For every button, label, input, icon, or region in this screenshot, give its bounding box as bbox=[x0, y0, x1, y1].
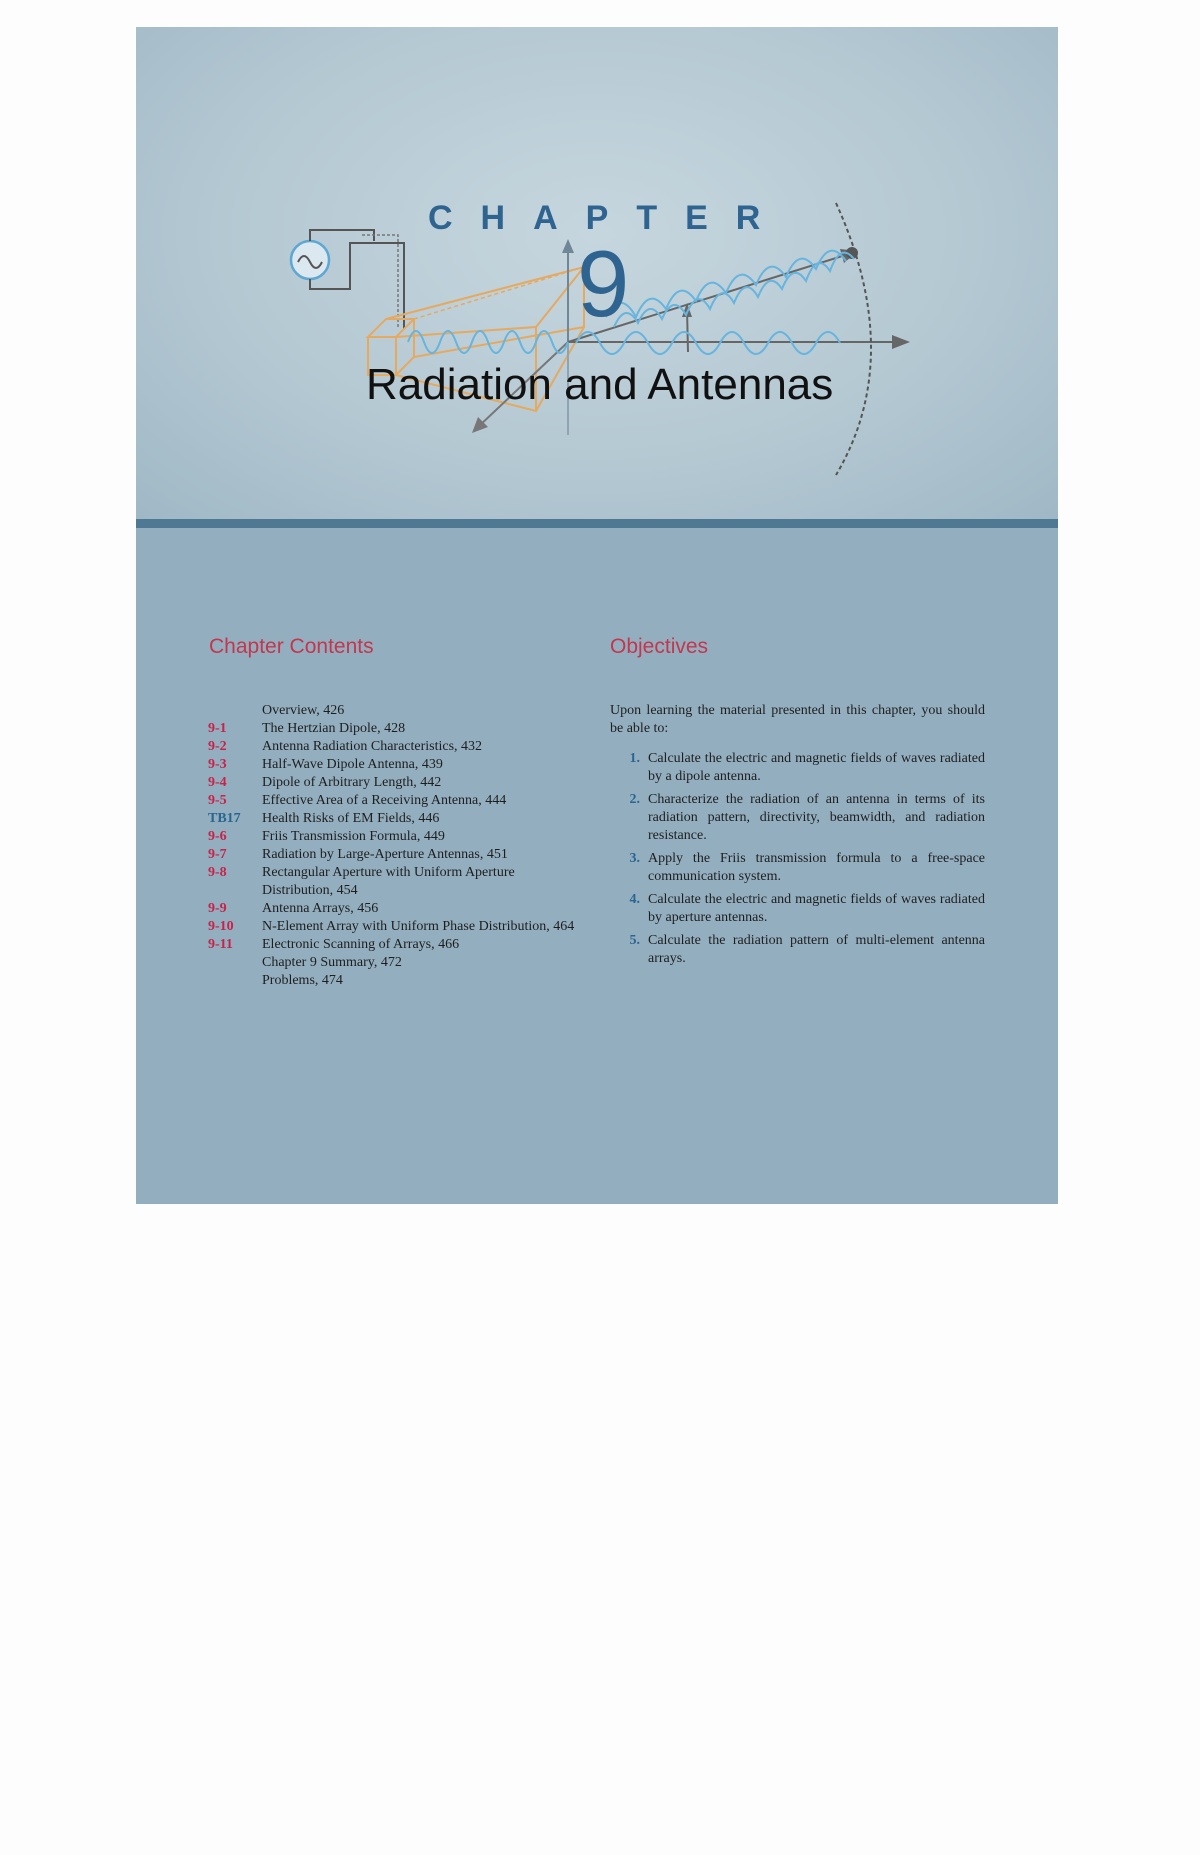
toc-text: Overview, 426 bbox=[262, 703, 345, 718]
toc-text: Electronic Scanning of Arrays, 466 bbox=[262, 937, 460, 952]
toc-text: Antenna Arrays, 456 bbox=[262, 901, 379, 916]
toc-item[interactable] bbox=[208, 972, 648, 990]
toc-text: Health Risks of EM Fields, 446 bbox=[262, 811, 440, 826]
toc-number: 9-6 bbox=[208, 829, 227, 844]
toc-number: 9-3 bbox=[208, 757, 227, 772]
chapter-title: Radiation and Antennas bbox=[366, 360, 834, 409]
objective-text: Apply the Friis transmission formula to a free-space communication system. bbox=[648, 851, 985, 884]
toc-text: Effective Area of a Receiving Antenna, 444 bbox=[262, 793, 507, 808]
toc-item[interactable] bbox=[208, 792, 648, 810]
objective-number: 1. bbox=[629, 751, 640, 766]
chapter-label: CHAPTER bbox=[428, 199, 789, 237]
toc-item[interactable] bbox=[208, 936, 648, 954]
toc-number: 9-1 bbox=[208, 721, 227, 736]
toc-item[interactable] bbox=[208, 954, 648, 972]
toc-number: 9-9 bbox=[208, 901, 227, 916]
chapter-contents-list bbox=[208, 702, 648, 990]
chapter-number: 9 bbox=[577, 231, 630, 336]
chapter-header bbox=[136, 27, 1058, 519]
objective-number: 4. bbox=[629, 892, 640, 907]
objective-text: Calculate the electric and magnetic fields of waves radiated by aperture antennas. bbox=[648, 892, 985, 925]
objective-text: Calculate the radiation pattern of multi-element antenna arrays. bbox=[648, 933, 985, 966]
toc-number bbox=[208, 954, 262, 972]
toc-item[interactable] bbox=[208, 918, 648, 936]
toc-item[interactable] bbox=[208, 756, 648, 774]
toc-item[interactable] bbox=[208, 864, 648, 900]
objective-item bbox=[610, 750, 985, 786]
toc-number: 9-2 bbox=[208, 739, 227, 754]
objectives-list bbox=[610, 702, 985, 973]
toc-text: The Hertzian Dipole, 428 bbox=[262, 721, 406, 736]
objective-item bbox=[610, 850, 985, 886]
objective-item bbox=[610, 932, 985, 968]
chapter-opener-page bbox=[136, 27, 1058, 1204]
toc-item[interactable] bbox=[208, 846, 648, 864]
objective-number: 2. bbox=[629, 792, 640, 807]
toc-item[interactable] bbox=[208, 774, 648, 792]
toc-text: Chapter 9 Summary, 472 bbox=[262, 955, 402, 970]
toc-text: Dipole of Arbitrary Length, 442 bbox=[262, 775, 442, 790]
toc-number: TB17 bbox=[208, 811, 241, 826]
toc-number: 9-11 bbox=[208, 937, 233, 952]
toc-item[interactable] bbox=[208, 900, 648, 918]
objective-number: 3. bbox=[629, 851, 640, 866]
header-divider-bar bbox=[136, 519, 1058, 528]
toc-item[interactable] bbox=[208, 810, 648, 828]
toc-text: Problems, 474 bbox=[262, 973, 343, 988]
objective-item bbox=[610, 791, 985, 845]
toc-text: Radiation by Large-Aperture Antennas, 451 bbox=[262, 847, 508, 862]
toc-text: Friis Transmission Formula, 449 bbox=[262, 829, 445, 844]
toc-text: Half-Wave Dipole Antenna, 439 bbox=[262, 757, 443, 772]
toc-number: 9-7 bbox=[208, 847, 227, 862]
contents-heading: Chapter Contents bbox=[209, 635, 374, 658]
toc-number: 9-4 bbox=[208, 775, 227, 790]
toc-item[interactable] bbox=[208, 720, 648, 738]
toc-item[interactable] bbox=[208, 702, 648, 720]
objective-item bbox=[610, 891, 985, 927]
toc-text: Antenna Radiation Characteristics, 432 bbox=[262, 739, 483, 754]
objective-number: 5. bbox=[629, 933, 640, 948]
toc-item[interactable] bbox=[208, 738, 648, 756]
objectives-intro: Upon learning the material presented in this chapter, you should be able to: bbox=[610, 703, 985, 736]
toc-number bbox=[208, 702, 262, 720]
objective-text: Characterize the radiation of an antenna in terms of its radiation pattern, directivity, beamwidth, and radiation resistance. bbox=[648, 792, 985, 843]
toc-text: N-Element Array with Uniform Phase Distribution, 464 bbox=[262, 919, 575, 934]
objective-text: Calculate the electric and magnetic fields of waves radiated by a dipole antenna. bbox=[648, 751, 985, 784]
toc-number bbox=[208, 972, 262, 990]
toc-number: 9-5 bbox=[208, 793, 227, 808]
toc-number: 9-8 bbox=[208, 865, 227, 880]
objectives-heading: Objectives bbox=[610, 635, 709, 658]
toc-number: 9-10 bbox=[208, 919, 234, 934]
toc-text: Rectangular Aperture with Uniform Aperture Distribution, 454 bbox=[262, 865, 515, 898]
toc-item[interactable] bbox=[208, 828, 648, 846]
